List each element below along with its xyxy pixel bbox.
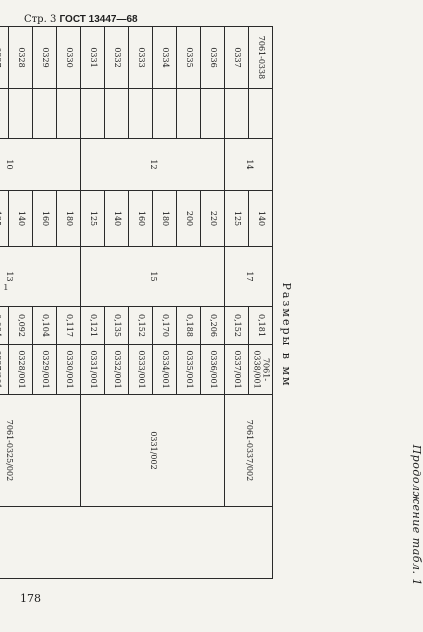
- continuation-label: Продолжение табл. 1: [410, 444, 423, 586]
- group-d: 10: [0, 139, 81, 191]
- side-mark: ı: [4, 280, 8, 293]
- group-ring: 7061-0337/002: [225, 395, 273, 507]
- page-label: Стр. 3: [24, 14, 57, 25]
- table-row: 7061-0338 140 0,181 7061-0338/001: [249, 27, 273, 579]
- table-row: 0332 140 0,135 0332/001: [105, 27, 129, 579]
- group-ring: 0331/002: [81, 395, 225, 507]
- group-D: 17: [225, 247, 273, 307]
- table-row: 0335 200 0,188 0335/001: [177, 27, 201, 579]
- table-row: 0331 12 125 15 0,121 0331/001 0331/002: [81, 27, 105, 579]
- table-row: 0336 220 0,206 0336/001: [201, 27, 225, 579]
- table-row: 0330 180 0,117 0330/001: [57, 27, 81, 579]
- group-D: 13: [0, 247, 81, 307]
- standard-code: ГОСТ 13447—68: [59, 14, 138, 25]
- table-row: 0333 160 0,152 0333/001: [129, 27, 153, 579]
- rotated-table-block: [4, 20, 423, 586]
- group-d: 14: [225, 139, 273, 191]
- group-d: 12: [81, 139, 225, 191]
- plug-column: [0, 507, 273, 579]
- table-row: 0328 140 0,092 0328/001: [9, 27, 33, 579]
- group-D: 15: [81, 247, 225, 307]
- group-ring: 7061-0325/002: [0, 395, 81, 507]
- page-number: 178: [20, 592, 41, 605]
- table-row: 0337 14 125 17 0,152 0337/001 7061-0337/002: [225, 27, 249, 579]
- sizes-caption: Размеры в мм: [280, 282, 293, 388]
- handles-table: [0, 26, 273, 579]
- table-row: 0329 160 0,104 0329/001: [33, 27, 57, 579]
- table-row: 0334 180 0,170 0334/001: [153, 27, 177, 579]
